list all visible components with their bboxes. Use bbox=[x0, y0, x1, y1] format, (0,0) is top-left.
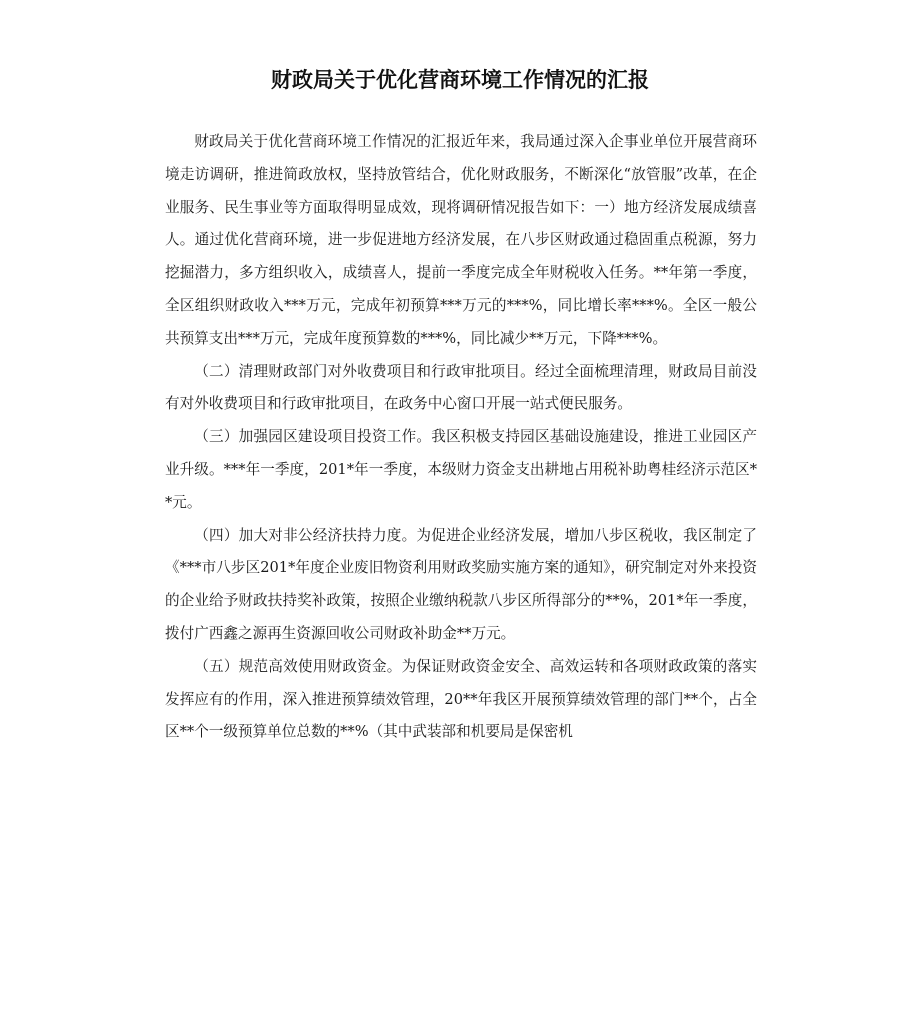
paragraph-section-4: （四）加大对非公经济扶持力度。为促进企业经济发展，增加八步区税收，我区制定了《***市八步区201*年度企业废旧物资利用财政奖励实施方案的通知》，研究制定对外来投资的企业给予财政扶持奖补政策，按照企业缴纳税款八步区所得部分的**%，201*年一季度，拨付广西鑫之源再生资源回收公司财政补助金**万元。 bbox=[165, 526, 757, 642]
document-title: 财政局关于优化营商环境工作情况的汇报 bbox=[271, 68, 649, 92]
paragraph-section-3: （三）加强园区建设项目投资工作。我区积极支持园区基础设施建设，推进工业园区产业升级。***年一季度，201*年一季度，本级财力资金支出耕地占用税补助粤桂经济示范区**元。 bbox=[165, 428, 757, 511]
paragraph-section-2: （二）清理财政部门对外收费项目和行政审批项目。经过全面梳理清理，财政局目前没有对外收费项目和行政审批项目，在政务中心窗口开展一站式便民服务。 bbox=[165, 362, 757, 413]
paragraph-intro: 财政局关于优化营商环境工作情况的汇报近年来，我局通过深入企事业单位开展营商环境走访调研，推进简政放权，坚持放管结合，优化财政服务，不断深化“放管服”改革，在企业服务、民生事业等方面取得明显成效，现将调研情况报告如下：一）地方经济发展成绩喜人。通过优化营商环境，进一步促进地方经济发展，在八步区财政通过稳固重点税源，努力挖掘潜力，多方组织收入，成绩喜人，提前一季度完成全年财税收入任务。**年第一季度，全区组织财政收入***万元，完成年初预算***万元的***%，同比增长率***%。全区一般公共预算支出***万元，完成年度预算数的***%，同比减少**万元，下降***%。 bbox=[165, 133, 757, 347]
document-body bbox=[165, 126, 757, 749]
paragraph-section-5: （五）规范高效使用财政资金。为保证财政资金安全、高效运转和各项财政政策的落实发挥应有的作用，深入推进预算绩效管理，20**年我区开展预算绩效管理的部门**个，占全区**个一级预算单位总数的**%（其中武装部和机要局是保密机 bbox=[165, 657, 757, 741]
